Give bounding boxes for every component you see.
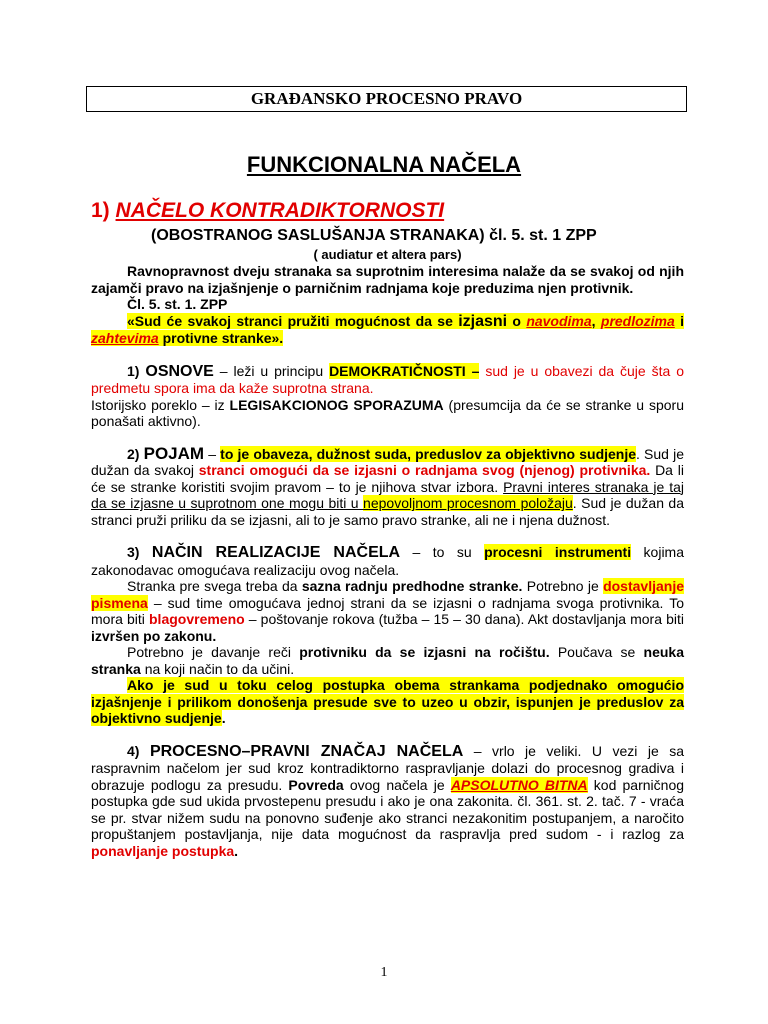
nacin-bold: izvršen po zakonu.	[91, 627, 217, 644]
header-title: GRAĐANSKO PROCESNO PRAVO	[86, 86, 687, 112]
quote-part: protivne stranke».	[158, 330, 284, 346]
procesno-text: ovog načela je	[343, 776, 451, 793]
procesno-ponavljanje: ponavljanje postupka	[91, 842, 235, 859]
page-number: 1	[380, 965, 388, 980]
nacin-number: 3)	[127, 544, 140, 560]
nacin-text: kojima zakonodavac omogućava realizaciju ovog načela.	[91, 544, 684, 578]
procesno-text: – vrlo je veliki. U vezi je sa raspravnim načelom jer sud kroz kontradiktorno raspravljanje dolazi do procesnog gradiva i obrazuje podlogu za presudu.	[91, 742, 685, 793]
section-subtitle	[91, 226, 684, 246]
osnove-paragraph	[91, 363, 684, 397]
nacin-paragraph-3	[91, 644, 684, 677]
nacin-text: – to su	[400, 544, 485, 560]
procesno-absolutno-bitna: APSOLUTNO BITNA	[450, 776, 588, 793]
quote-part: i	[674, 312, 685, 329]
section-heading	[91, 198, 684, 224]
osnove-number: 1)	[127, 362, 140, 379]
osnove-origin	[91, 397, 684, 430]
osnove-red-text: sud je u obavezi da čuje šta o predmetu spora ima da kaže suprotna strana.	[91, 362, 684, 396]
procesno-number: 4)	[127, 742, 140, 759]
nacin-paragraph-2	[91, 578, 684, 644]
procesno-text: kod parničnog postupka gde sud ukida prvostepenu presudu i ako je ona zakonita. čl. 361. st. 2. tač. 7 - vraća se pr. stvar nižem sudu na ponovno suđenje ako stranci nezakonitim postupanjem, a naročito propuštanjem postavljanja, nije data mogućnost da raspravlja pred sudom - i razlog za	[91, 776, 685, 842]
pojam-text: –	[204, 445, 221, 462]
page-title: FUNKCIONALNA NAČELA	[246, 152, 522, 177]
origin-text: Istorijsko poreklo – iz	[91, 396, 230, 413]
nacin-conclusion: Ako je sud u toku celog postupka obema strankama podjednako omogućio izjašnjenje i prilikom donošenja presude sve to uzeo u obzir, ispunjen je preduslov za objektivno sudjenje	[91, 677, 684, 726]
section-title: NAČELO KONTRADIKTORNOSTI	[115, 199, 445, 222]
quote-predlozima: predlozima	[600, 312, 675, 329]
quote-part: «Sud će svakoj stranci pružiti mogućnost da se	[127, 312, 459, 329]
nacin-dostavljanje: dostavljanje pismena	[91, 578, 684, 611]
nacin-text: Poučava se	[549, 644, 644, 660]
subtitle-text: (OBOSTRANOG SASLUŠANJA STRANAKA)	[151, 227, 485, 244]
article-reference: Čl. 5. st. 1. ZPP	[127, 296, 228, 312]
document-body	[91, 198, 684, 859]
pojam-red: stranci omogući da se izjasni o radnjama svog (njenog) protivnika.	[198, 462, 651, 478]
latin-maxim: ( audiatur et altera pars)	[313, 247, 462, 262]
nacin-text: Potrebno je	[522, 578, 604, 594]
pojam-title: POJAM	[143, 443, 205, 463]
pojam-underlined-highlight: nepovoljnom procesnom položaju	[363, 495, 573, 511]
article-quote	[91, 313, 684, 347]
osnove-title: OSNOVE	[145, 362, 214, 380]
nacin-highlight: procesni instrumenti	[484, 544, 632, 560]
procesno-title: PROCESNO–PRAVNI ZNAČAJ NAČELA	[149, 742, 464, 760]
pojam-underlined: Pravni interes stranaka je taj da se izjasne u suprotnom one mogu biti u	[91, 478, 685, 511]
nacin-text: Stranka pre svega treba da	[127, 578, 302, 594]
nacin-text: – poštovanje rokova (tužba – 15 – 30 dana). Akt dostavljanja mora biti	[244, 611, 684, 627]
quote-part: o	[507, 312, 527, 329]
intro-paragraph: Ravnopravnost dveju stranaka sa suprotnim interesima nalaže da se svakoj od njih zajamči pravo na izjašnjenje o parničnim radnjama koje preduzima njen protivnik.	[91, 263, 684, 296]
nacin-text: na koji način to da učini.	[140, 660, 295, 677]
quote-part: ,	[591, 312, 596, 329]
pojam-text: Da li će se stranke koristiti svojim pravom – to je njihova stvar izbora.	[91, 462, 684, 495]
origin-text: (presumcija da će se stranke u sporu ponašati aktivno).	[91, 396, 684, 429]
pojam-paragraph	[91, 443, 685, 529]
nacin-bold: neuka stranka	[91, 644, 684, 677]
osnove-highlight: DEMOKRATIČNOSTI –	[329, 362, 480, 379]
nacin-bold: protivniku da se izjasni na ročištu.	[299, 644, 550, 660]
pojam-text: . Sud je dužan da stranci pruži priliku da se izjasni, ali to je samo pravo stranke, ali ne i njena dužnost.	[91, 495, 685, 528]
osnove-text: – leži u principu	[213, 362, 330, 379]
origin-bold: LEGISAKCIONOG SPORAZUMA	[229, 396, 444, 413]
quote-navodima: navodima	[526, 312, 592, 329]
nacin-bold: sazna radnju predhodne stranke.	[301, 578, 523, 594]
subtitle-ref: čl. 5. st. 1 ZPP	[489, 227, 597, 244]
procesno-bold: Povreda	[288, 776, 344, 793]
quote-zahtevima: zahtevima	[91, 330, 159, 346]
quote-izjasni: izjasni	[458, 312, 508, 330]
nacin-blagovremeno: blagovremeno	[149, 611, 245, 627]
pojam-number: 2)	[127, 445, 140, 462]
pojam-text: . Sud je dužan da svakoj	[91, 445, 685, 478]
nacin-text: – sud time omogućava jednoj strani da se izjasni o radnjama svoga protivnika. To mora biti	[91, 594, 684, 627]
nacin-paragraph	[91, 544, 684, 578]
nacin-text: Potrebno je davanje reči	[127, 644, 300, 660]
pojam-highlight: to je obaveza, dužnost suda, preduslov za objektivno sudjenje	[220, 445, 637, 462]
nacin-text: .	[221, 710, 226, 726]
procesno-text: .	[234, 842, 239, 859]
nacin-paragraph-4	[91, 677, 684, 727]
section-number: 1)	[91, 199, 110, 222]
procesno-paragraph	[91, 743, 684, 860]
nacin-title: NAČIN REALIZACIJE NAČELA	[151, 544, 401, 561]
